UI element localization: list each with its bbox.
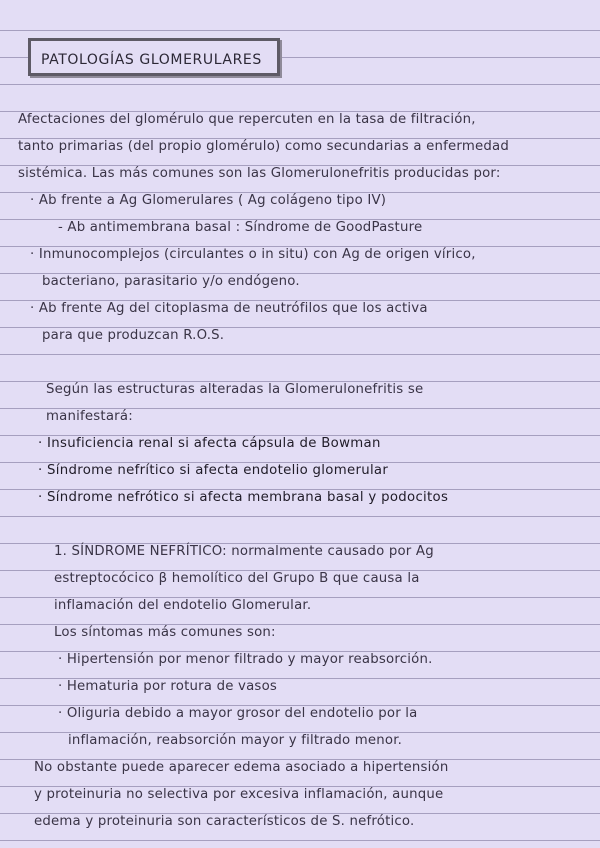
section1-line: edema y proteinuria son característicos de S. nefrótico. <box>34 814 415 829</box>
section1-line: estreptocócico β hemolítico del Grupo B que causa la <box>54 571 420 586</box>
structures-line: · Síndrome nefrótico si afecta membrana basal y podocitos <box>38 490 449 505</box>
section1-line: y proteinuria no selectiva por excesiva inflamación, aunque <box>34 787 444 802</box>
intro-line: Afectaciones del glomérulo que repercuten en la tasa de filtración, <box>18 112 476 127</box>
intro-line: · Inmunocomplejos (circulantes o in situ) con Ag de origen vírico, <box>30 247 476 262</box>
intro-line: · Ab frente a Ag Glomerulares ( Ag colágeno tipo IV) <box>30 193 387 208</box>
section1-line: inflamación, reabsorción mayor y filtrado menor. <box>68 733 403 748</box>
title-box <box>28 38 280 76</box>
intro-line: · Ab frente Ag del citoplasma de neutrófilos que los activa <box>30 301 428 316</box>
intro-line: para que produzcan R.O.S. <box>42 328 225 343</box>
structures-line: Según las estructuras alteradas la Glomerulonefritis se <box>46 382 424 397</box>
section1-line: · Hipertensión por menor filtrado y mayor reabsorción. <box>58 652 433 667</box>
intro-line: sistémica. Las más comunes son las Glomerulonefritis producidas por: <box>18 166 501 181</box>
section1-line: 1. SÍNDROME NEFRÍTICO: normalmente causado por Ag <box>54 544 434 559</box>
structures-line: · Insuficiencia renal si afecta cápsula de Bowman <box>38 436 381 451</box>
intro-line: - Ab antimembrana basal : Síndrome de GoodPasture <box>58 220 423 235</box>
section1-line: · Oliguria debido a mayor grosor del endotelio por la <box>58 706 418 721</box>
structures-line: · Síndrome nefrítico si afecta endotelio glomerular <box>38 463 389 478</box>
section1-line: Los síntomas más comunes son: <box>54 625 276 640</box>
section1-line: inflamación del endotelio Glomerular. <box>54 598 312 613</box>
intro-line: bacteriano, parasitario y/o endógeno. <box>42 274 300 289</box>
page-title: PATOLOGÍAS GLOMERULARES <box>41 52 262 68</box>
section1-line: No obstante puede aparecer edema asociado a hipertensión <box>34 760 449 775</box>
intro-line: tanto primarias (del propio glomérulo) como secundarias a enfermedad <box>18 139 509 154</box>
structures-line: manifestará: <box>46 409 133 424</box>
section1-line: · Hematuria por rotura de vasos <box>58 679 278 694</box>
